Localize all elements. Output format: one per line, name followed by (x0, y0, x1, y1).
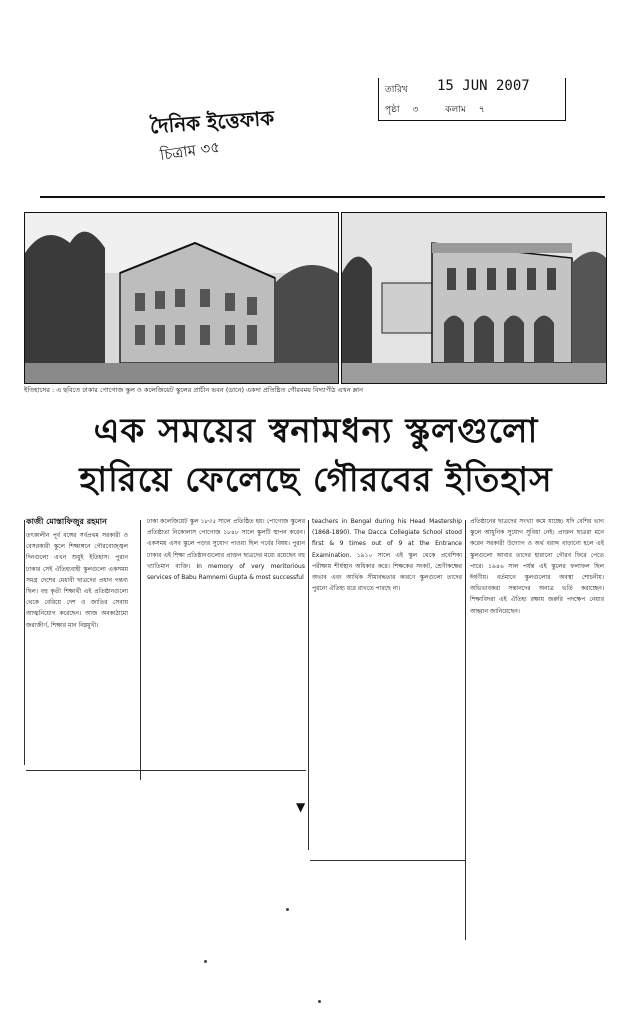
article-column-3: teachers in Bengal during his Head Mastership (1868-1890). The Dacca Collegiate School stood first & 9 times out of 9 at the Entrance Examination. ১৯১০ সালে এই স্কুল থেকে প্রবেশিকা পরীক্ষায় শীর্ষস্থান অধিকার করে। শিক্ষকের সংকট, শ্রেণীকক্ষের অভাব এবং আর্থিক সীমাবদ্ধতার কারণে স্কুলগুলো তাদের পুরনো ঐতিহ্য ধরে রাখতে পারছে না। (312, 518, 462, 593)
stamp-page-row (385, 102, 485, 117)
photo-school-building-right (341, 212, 607, 384)
article-column-2: ঢাকা কলেজিয়েট স্কুল ১৮৩৫ সালে প্রতিষ্ঠিত হয়। পোগোজ স্কুলের প্রতিষ্ঠাতা নিকোলাস পোগোজ ১৮৪৮ সালে স্কুলটি স্থাপন করেন। একসময় এসব স্কুলে পড়ার সুযোগ পাওয়া ছিল গর্বের বিষয়। পুরান ঢাকার এই শিক্ষা প্রতিষ্ঠানগুলোর প্রাক্তন ছাত্রদের মধ্যে রয়েছেন বহু খ্যাতিমান ব্যক্তি। In memory of very meritorious services of Babu Ramnemi Gupta & most successful (147, 518, 305, 582)
scan-speck (286, 908, 289, 911)
column-end-rule (310, 860, 465, 861)
scan-speck (318, 1000, 321, 1003)
stamp-page-label: পৃষ্ঠা (385, 105, 400, 115)
stamp-date-value: 15 JUN 2007 (437, 78, 530, 94)
building-illustration (342, 213, 606, 383)
handwritten-note: চিত্রাম ৩৫ (158, 137, 222, 165)
headline-line-1: এক সময়ের স্বনামধন্য স্কুলগুলো (93, 411, 539, 451)
newspaper-masthead: দৈনিক ইত্তেফাক (149, 105, 275, 139)
headline-line-2: হারিয়ে ফেলেছে গৌরবের ইতিহাস (79, 460, 553, 500)
photo-school-building-left (24, 212, 339, 384)
photo-caption: ইতিহাসের : এ ছবিতে ঢাকার পোগোজ স্কুল ও কলেজিয়েট স্কুলের প্রাচীন ভবন (ডানে) একদা প্রতিষ্ঠিত গৌরবময় বিদ্যাপীঠ এখন ম্লান (24, 386, 363, 394)
scan-speck (204, 960, 207, 963)
column-rule (308, 520, 309, 850)
stamp-column-label: কলাম (445, 105, 466, 115)
byline: কাজী মোস্তাফিজুর রহমান (26, 517, 107, 526)
building-illustration (25, 213, 338, 383)
column-rule (140, 520, 141, 780)
stamp-date-label: তারিখ (385, 85, 408, 95)
date-stamp (378, 78, 566, 121)
article-column-1: তৎকালীন পূর্ব বঙ্গের সর্বপ্রথম সরকারী ও বেসরকারী স্কুলে শিক্ষাঙ্গনে গৌরবোজ্জ্বল দিনগুলো এখন শুধুই ইতিহাস। পুরান ঢাকার সেই ঐতিহ্যবাহী স্কুলগুলো একসময় সমগ্র দেশের মেধাবী ছাত্রদের প্রধান গন্তব্য ছিল। বহু কৃতী শিক্ষার্থী এই প্রতিষ্ঠানগুলো থেকে বেরিয়ে দেশ ও জাতির সেবায় আত্মনিয়োগ করেছেন। আজ অবকাঠামো জরাজীর্ণ, শিক্ষার মান নিম্নমুখী। (26, 532, 128, 629)
stamp-date-row (385, 78, 530, 97)
column-end-rule (26, 770, 306, 771)
top-rule (40, 196, 605, 198)
column-rule (24, 520, 25, 765)
column-rule (465, 520, 466, 940)
stamp-page-value: ৩ (412, 105, 419, 115)
stamp-column-value: ৭ (478, 105, 485, 115)
article-column-4: প্রতিষ্ঠানের ছাত্রদের সংখ্যা কমে যাচ্ছে। যদি বেশির ভাগ স্কুলে আধুনিক সুযোগ সুবিধা নেই। প্রাক্তন ছাত্ররা মনে করেন সরকারী উদ্যোগ ও অর্থ বরাদ্দ বাড়ানো হলে এই স্কুলগুলো আবার তাদের হারানো গৌরব ফিরে পেতে পারে। ১৯৪৬ সাল পর্যন্ত এই স্কুলের ফলাফল ছিল ঈর্ষণীয়। বর্তমানে স্কুলগুলোর অবস্থা শোচনীয়। অভিভাবকরা সন্তানদের অন্যত্র ভর্তি করাচ্ছেন। শিক্ষাবিদরা এই ঐতিহ্য রক্ষায় জরুরি পদক্ষেপ নেয়ার আহ্বান জানিয়েছেন। (470, 518, 604, 615)
continuation-marker: ▼ (296, 800, 306, 814)
